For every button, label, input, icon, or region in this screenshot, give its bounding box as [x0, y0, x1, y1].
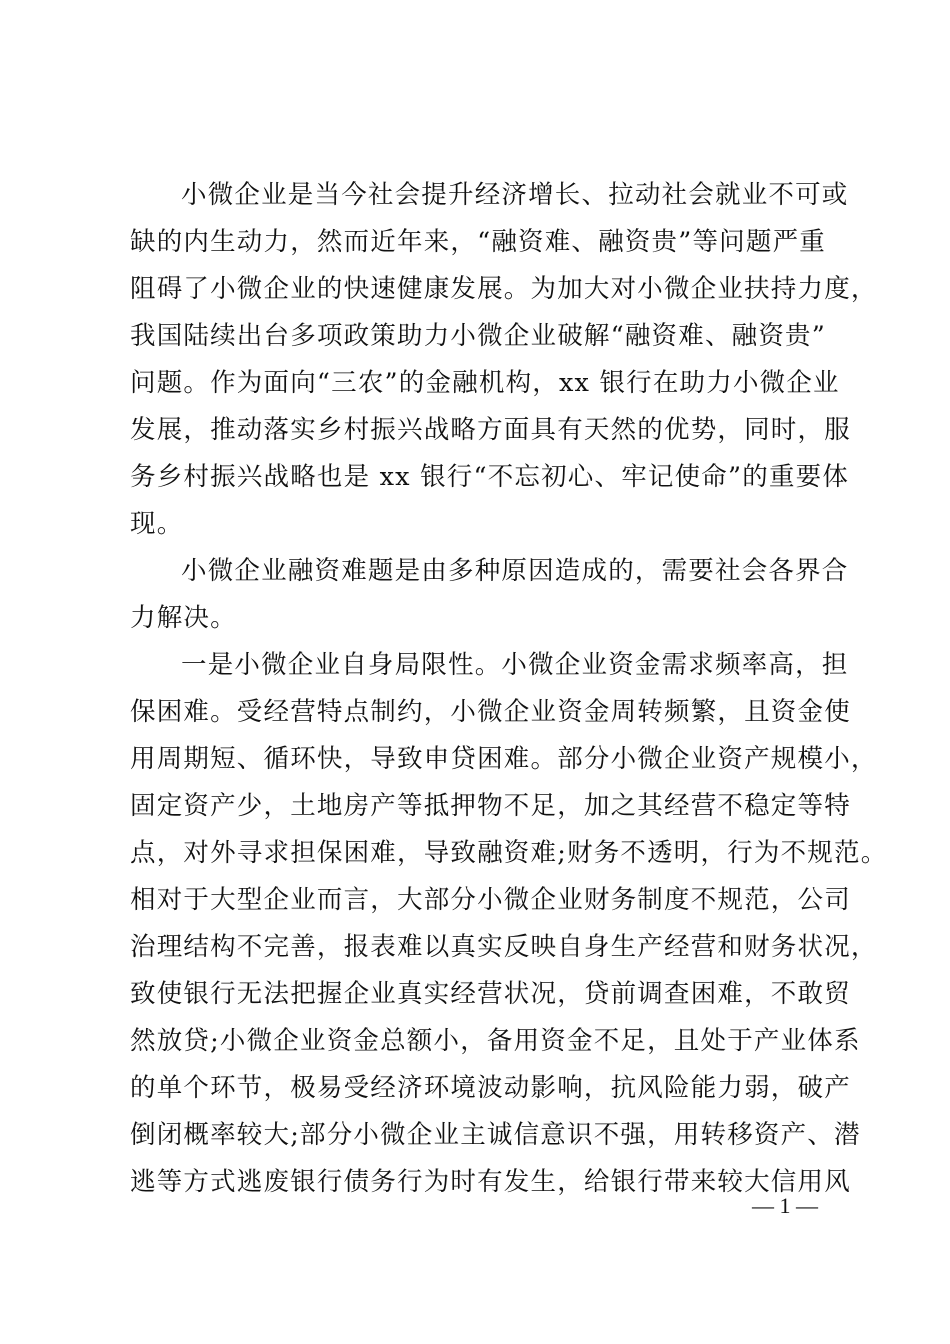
- text-line: 倒闭概率较大;部分小微企业主诚信意识不强，用转移资产、潜: [130, 1120, 861, 1150]
- body-text: [130, 172, 888, 1206]
- text-line: 缺的内生动力，然而近年来，“融资难、融资贵”等问题严重: [130, 227, 826, 257]
- text-line: 逃等方式逃废银行债务行为时有发生，给银行带来较大信用风: [130, 1167, 851, 1197]
- text-line: 致使银行无法把握企业真实经营状况，贷前调查困难，不敢贸: [130, 979, 851, 1009]
- text-line: 问题。作为面向“三农”的金融机构，xx 银行在助力小微企业: [130, 368, 840, 398]
- text-line: 力解决。: [130, 603, 237, 633]
- text-line: 相对于大型企业而言，大部分小微企业财务制度不规范，公司: [130, 885, 851, 915]
- text-line: 用周期短、循环快，导致申贷困难。部分小微企业资产规模小，: [130, 744, 878, 774]
- page-number: — 1 —: [752, 1193, 818, 1218]
- text-line: 现。: [130, 509, 184, 539]
- text-line: 小微企业融资难题是由多种原因造成的，需要社会各界合: [181, 556, 849, 586]
- text-line: 治理结构不完善，报表难以真实反映自身生产经营和财务状况，: [130, 932, 878, 962]
- text-line: 务乡村振兴战略也是 xx 银行“不忘初心、牢记使命”的重要体: [130, 462, 850, 492]
- text-line: 发展，推动落实乡村振兴战略方面具有天然的优势，同时，服: [130, 415, 851, 445]
- text-line: 然放贷;小微企业资金总额小，备用资金不足，且处于产业体系: [130, 1026, 861, 1056]
- text-line: 的单个环节，极易受经济环境波动影响，抗风险能力弱，破产: [130, 1073, 851, 1103]
- text-line: 保困难。受经营特点制约，小微企业资金周转频繁，且资金使: [130, 697, 851, 727]
- text-line: 我国陆续出台多项政策助力小微企业破解“融资难、融资贵”: [130, 321, 826, 351]
- text-line: 一是小微企业自身局限性。小微企业资金需求频率高，担: [181, 650, 849, 680]
- text-line: 阻碍了小微企业的快速健康发展。为加大对小微企业扶持力度，: [130, 274, 878, 304]
- text-line: 小微企业是当今社会提升经济增长、拉动社会就业不可或: [181, 180, 849, 210]
- text-line: 点，对外寻求担保困难，导致融资难;财务不透明，行为不规范。: [130, 838, 888, 868]
- text-line: 固定资产少，土地房产等抵押物不足，加之其经营不稳定等特: [130, 791, 851, 821]
